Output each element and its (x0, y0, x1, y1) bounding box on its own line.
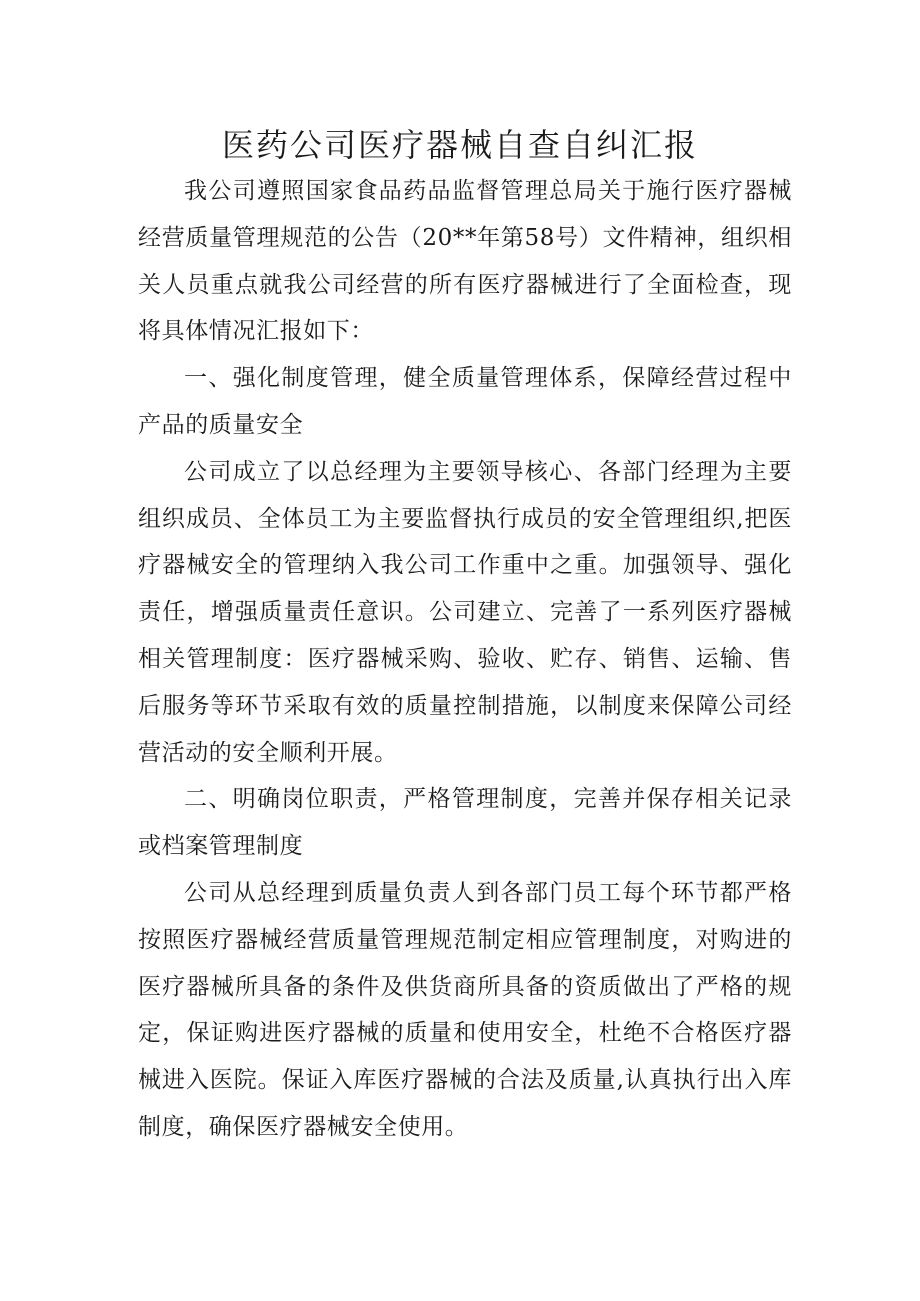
section-heading-2: 二、明确岗位职责，严格管理制度，完善并保存相关记录或档案管理制度 (138, 786, 792, 860)
paragraph-intro: 我公司遵照国家食品药品监督管理总局关于施行医疗器械经营质量管理规范的公告（20**年第58号）文件精神，组织相关人员重点就我公司经营的所有医疗器械进行了全面检查，现将具体情况汇报如下： (138, 178, 792, 345)
document-title: 医药公司医疗器械自查自纠汇报 (221, 126, 698, 164)
section-heading-1: 一、强化制度管理，健全质量管理体系，保障经营过程中产品的质量安全 (138, 365, 792, 438)
document-body (138, 168, 792, 1151)
paragraph-section-2: 公司从总经理到质量负责人到各部门员工每个环节都严格按照医疗器械经营质量管理规范制定相应管理制度，对购进的医疗器械所具备的条件及供货商所具备的资质做出了严格的规定，保证购进医疗器械的质量和使用安全，杜绝不合格医疗器械进入医院。保证入库医疗器械的合法及质量,认真执行出入库制度，确保医疗器械安全使用。 (138, 879, 792, 1140)
paragraph-section-1: 公司成立了以总经理为主要领导核心、各部门经理为主要组织成员、全体员工为主要监督执行成员的安全管理组织,把医疗器械安全的管理纳入我公司工作重中之重。加强领导、强化责任，增强质量责任意识。公司建立、完善了一系列医疗器械相关管理制度：医疗器械采购、验收、贮存、销售、运输、售后服务等环节采取有效的质量控制措施，以制度来保障公司经营活动的安全顺利开展。 (138, 458, 792, 766)
